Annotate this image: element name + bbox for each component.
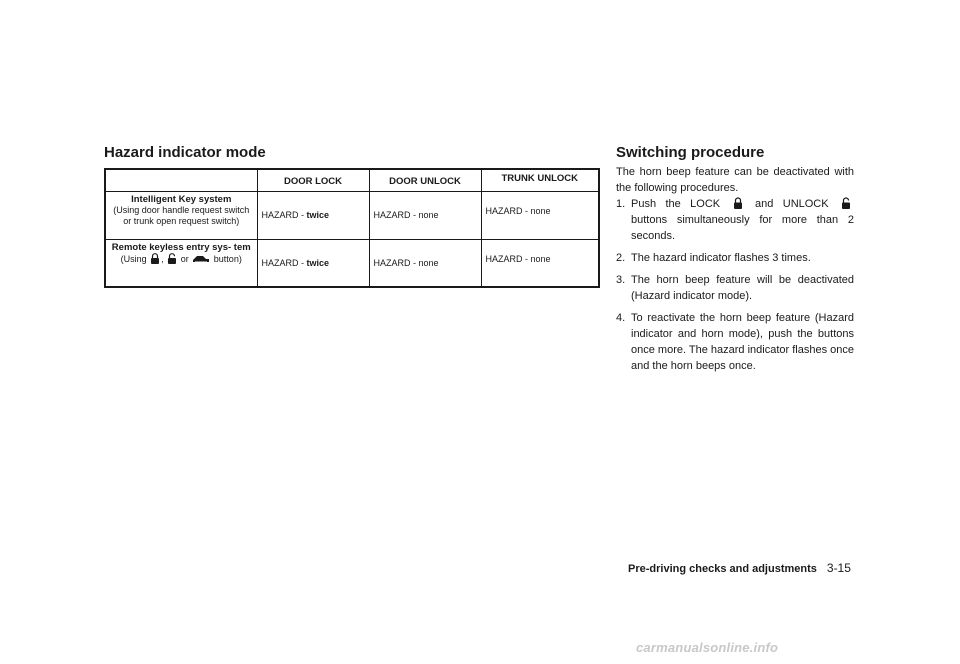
lock-open-icon bbox=[167, 253, 177, 264]
step-text: To reactivate the horn beep feature (Hazard indicator and horn mode), push the buttons once more. The hazard indicator flashes once and the horn beeps once. bbox=[631, 312, 854, 372]
footer-section-title: Pre-driving checks and adjustments bbox=[628, 563, 817, 575]
trunk-icon bbox=[192, 254, 210, 263]
row-label-bold: Intelligent Key system bbox=[131, 193, 232, 205]
step-text: The hazard indicator flashes 3 times. bbox=[631, 252, 811, 264]
row-label-button: button) bbox=[213, 253, 242, 264]
step-number: 1. bbox=[616, 198, 626, 210]
step-text-part2: and UNLOCK bbox=[754, 198, 829, 210]
cell-door-lock bbox=[257, 239, 369, 287]
step-text: The horn beep feature will be deactivated (Hazard indicator mode). bbox=[631, 274, 854, 302]
procedure-steps bbox=[616, 196, 854, 380]
cell-trunk-unlock: HAZARD - none bbox=[481, 191, 599, 239]
row-label-using: (Using bbox=[120, 253, 147, 264]
cell-trunk-unlock: HAZARD - none bbox=[481, 239, 599, 287]
page-number: 3-15 bbox=[826, 561, 851, 575]
row-label-or: or bbox=[180, 253, 189, 264]
watermark: carmanualsonline.info bbox=[636, 640, 779, 655]
cell-door-unlock: HAZARD - none bbox=[369, 239, 481, 287]
table-header-trunk-unlock: TRUNK UNLOCK bbox=[481, 169, 599, 191]
table-header-door-lock: DOOR LOCK bbox=[257, 169, 369, 191]
row-label-intelligent-key bbox=[105, 191, 257, 239]
cell-door-unlock: HAZARD - none bbox=[369, 191, 481, 239]
lock-closed-icon bbox=[150, 253, 160, 264]
cell-bold: twice bbox=[306, 209, 330, 220]
list-item bbox=[616, 196, 854, 244]
table-header-door-unlock: DOOR UNLOCK bbox=[369, 169, 481, 191]
list-item bbox=[616, 272, 854, 304]
table-row bbox=[105, 191, 599, 239]
cell-prefix: HAZARD - bbox=[261, 209, 307, 220]
step-number: 3. bbox=[616, 274, 626, 286]
cell-door-lock bbox=[257, 191, 369, 239]
step-number: 2. bbox=[616, 252, 626, 264]
row-label-remote-keyless bbox=[105, 239, 257, 287]
list-item bbox=[616, 250, 854, 266]
step-number: 4. bbox=[616, 312, 626, 324]
row-label-bold: Remote keyless entry sys- tem bbox=[111, 241, 251, 253]
row-label-comma: , bbox=[161, 253, 164, 264]
table-header-empty bbox=[105, 169, 257, 191]
lock-closed-icon bbox=[733, 197, 743, 209]
row-label-sub: (Using door handle request switch or trunk open request switch) bbox=[113, 204, 250, 226]
cell-bold: twice bbox=[306, 257, 330, 268]
lock-open-icon bbox=[841, 197, 851, 209]
intro-paragraph: The horn beep feature can be deactivated with the following procedures. bbox=[616, 166, 854, 194]
cell-prefix: HAZARD - bbox=[261, 257, 307, 268]
table-header-row bbox=[105, 169, 599, 191]
hazard-indicator-table bbox=[104, 168, 600, 288]
step-text-part1: Push the LOCK bbox=[631, 198, 721, 210]
table-row bbox=[105, 239, 599, 287]
list-item bbox=[616, 310, 854, 374]
section-title-switching-procedure: Switching procedure bbox=[616, 144, 765, 161]
step-text-part3: buttons simultaneously for more than 2 seconds. bbox=[631, 214, 854, 242]
section-title-hazard-indicator-mode: Hazard indicator mode bbox=[104, 144, 266, 161]
page-footer bbox=[628, 561, 851, 575]
